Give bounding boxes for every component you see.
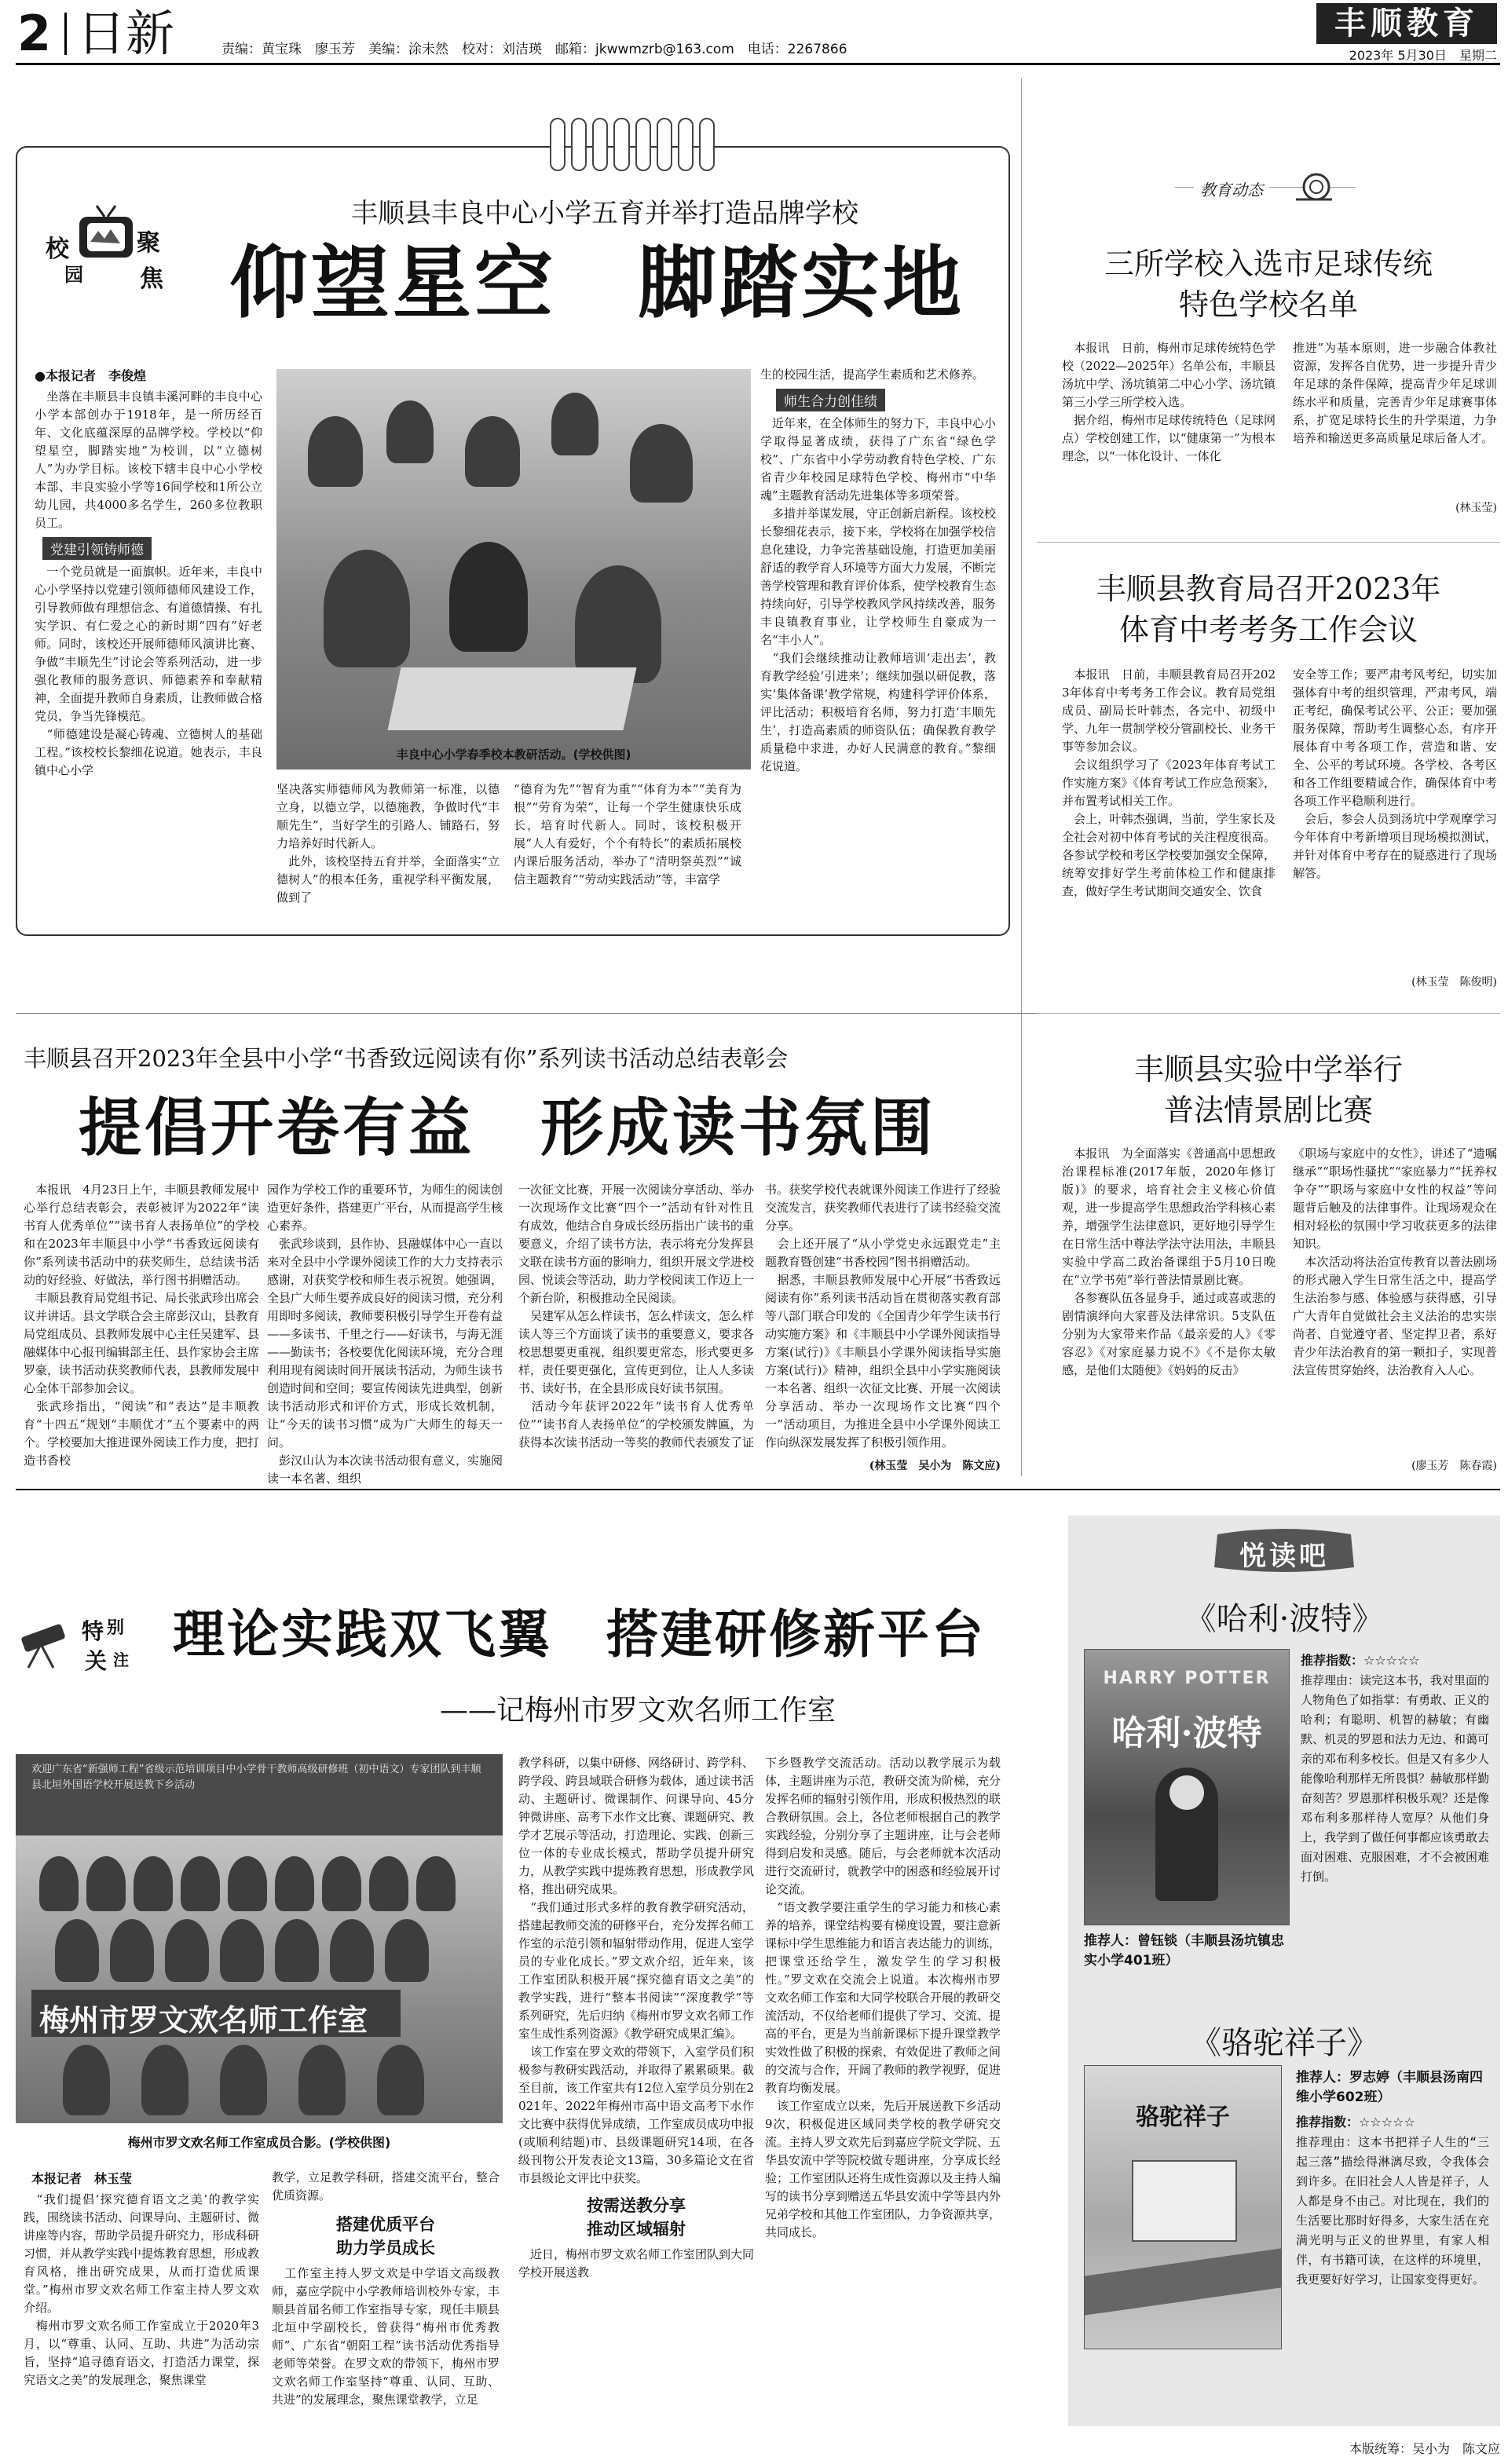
story2-headline: 提倡开卷有益 形成读书氛围 [79,1091,936,1164]
photo-banner: 欢迎广东省“新强师工程”省级示范培训项目中小学骨干教师高级研修班（初中语文）专家团队到丰顺县北垣外国语学校开展送教下乡活动 [31,1764,481,1791]
book1-stars: 推荐指数：☆☆☆☆☆ [1301,1653,1420,1668]
story2-col3: 一次征文比赛，开展一次阅读分享活动、举办一次现场作文比赛“四个一”活动有针对性且有成效，他结合自身成长经历指出广读书的重要意义，介绍了读书方法，表示将充分发挥县文联在读书方面的影响力，组织开展文学进校园、悦读会等活动，助力学校阅读工作迈上一个新台阶，积极推动全民阅读。 吴建军从怎么样读书，怎么样读文，怎么样读人等三个方面谈了读书的重要意义，要求各校思想要更重视，组织要更常态，形式要更多样，责任要更强化，宣传更到位，让人人多读书、读好书，在全县形成良好读书氛围。 活动今年获评2022年“读书育人优秀单位”“读书育人表扬单位”的学校颁发牌匾，为获得本次读书活动一等奖的教师代表颁发了证 [518,1183,755,1450]
story-side3-col1: 本报讯 为全面落实《普通高中思想政治课程标准(2017年版，2020年修订版)》的要求，培育社会主义核心价值观，进一步提高学生思想政治学科核心素养，增强学生法律意识，更好地引导学生在日常生活中尊法学法守法用法，丰顺县实验中学高二政治备课组于5月10日晚在“立学书苑”举行普法情景剧比赛。 各参赛队伍各显身手，通过或喜或悲的剧情演绎向大家普及法律常识。5支队伍分别为大家带来作品《最亲爱的人》《零容忍》《对家庭暴力说不》《不是你太敏感，是他们太随便》《妈妈的反击》 [1062,1146,1276,1377]
story2-col1: 本报讯 4月23日上午，丰顺县教师发展中心举行总结表彰会，表彰被评为2022年“读书育人优秀单位”“读书育人表扬单位”的学校和在2023年丰顺县中小学“书香致远阅读有你”系列读书活动中的获奖师生，总结读书活动的好经验、好做法，举行图书捐赠活动。 丰顺县教育局党组书记、局长张武珍出席会议并讲话。县文学联合会主席彭汉山，县教育局党组成员、县教师发展中心主任吴建军、县融媒体中心报刊编辑部主任、县作家协会主席罗豪，读书活动获奖教师代表，县教师发展中心全体干部参加会议。 张武珍指出，“阅读”和“表达”是丰顺教育“十四五”规划“丰顺优才”五个要素中的两个。学校要加大推进课外阅读工作力度，把打造书香校 [24,1183,260,1468]
subheading-platform: 搭建优质平台 助力学员成长 [336,2215,435,2257]
story1-col1: 坐落在丰顺县丰良镇丰溪河畔的丰良中心小学本部创办于1918年，是一所历经百年、文化底蕴深厚的品牌学校。学校以“仰望星空，脚踏实地”为校训，以“立德树人”为办学目标。该校下辖丰良中心小学校本部、丰良实验小学等16间学校和1所公立幼儿园，共4000多名学生，260多位教职员工。 党建引领铸师德 一个党员就是一面旗帜。近年来，丰良中心小学坚持以党建引领师德师风建设工作，引导教师做有理想信念、有道德情操、有扎实学识、有仁爱之心的新时期“四有”好老师。同时，该校还开展师德师风演讲比赛、争做“丰顺先生”讨论会等系列活动，进一步强化教师的服务意识、师德素养和奉献精神，全面提升教师自身素质，让教师做合格党员，争当先锋模范。 “师德建设是凝心铸魂、立德树人的基础工程。”该校校长黎细花说道。她表示，丰良镇中心小学 [35,389,262,777]
story3-col1: “我们提倡‘探究德育语文之美’的教学实践，围绕读书活动、问课导向、主题研讨、微讲座等内容，帮助学员提升研究力，形成科研习惯，并从教学实践中提炼教育思想，形成教育风格，推出研究成果，从而打造优质课堂。”梅州市罗文欢名师工作室主持人罗文欢介绍。 梅州市罗文欢名师工作室成立于2020年3月，以“尊重、认同、互助、共进”为活动宗旨，坚持“追寻德育语文，打造活力课堂，探究语文之美”的发展理念，聚焦课堂 [24,2192,260,2387]
tear-strip [550,118,715,168]
column-label-campus-focus: 校 园 聚 焦 [39,204,173,306]
reading-corner [1068,1515,1500,2426]
story-side3-headline: 丰顺县实验中学举行 普法情景剧比赛 [1133,1052,1403,1128]
story3-col3: 教学科研，以集中研修、网络研讨、跨学科、跨学段、跨县域联合研修为载体，通过读书活动、主题研讨、微课制作、问课导向、45分钟微讲座、高考下水作文比赛、课题研究、教学才艺展示等活动，打造理论、实践、创新三位一体的专业成长模式，帮助学员提升研究力，从教学实践中提炼教育思想，形成教学风格，推出研究成果。 “我们通过形式多样的教育教学研究活动，搭建起教师交流的研修平台，充分发挥名师工作室的示范引领和辐射带动作用，促进人室学员的专业化成长。”罗文欢介绍，近年来，该工作室团队积极开展“探究德育语文之美”的教学实践，进行“整本书阅读”“深度教学”等系列研究，先后归纳《梅州市罗文欢名师工作室生成性系列资源》《教学研究成果汇编》。 该工作室在罗文欢的带领下，入室学员们积极参与教研实践活动，并取得了累累硕果。截至目前，该工作室共有12位入室学员分别在2021年、2022年梅州市高中语文高考下水作文比赛中获得优异成绩，工作室成员成功申报(或顺利结题)市、县级课题研究14项，在各级刊物公开发表论文13篇，30多篇论文在省市县级论文评比中获奖。 按需送教分享 推动区域辐射 近日，梅州市罗文欢名师工作室团队到大同学校开展送教 [518,1756,755,2279]
section-title: 日新 [77,5,175,62]
staff-line: 责编：黄宝珠 廖玉芳 美编：涂未然 校对：刘洁瑛 邮箱：jkwwmzrb@163.com 电话：2267866 [221,42,847,57]
story-side2-headline: 丰顺县教育局召开2023年 体育中考考务工作会议 [1096,572,1441,647]
story3-photo-caption: 梅州市罗文欢名师工作室成员合影。(学校供图) [127,2135,391,2150]
subheading-outreach: 按需送教分享 推动区域辐射 [587,2196,686,2239]
paper-name: 丰顺教育 [1316,3,1497,44]
story1-byline: ●本报记者 李俊煌 [35,368,146,383]
story-side3-col2: 《职场与家庭中的女性》，讲述了“遗嘱继承”“职场性骚扰”“家庭暴力”“抚养权争夺”“职场与家庭中女性的权益”等问题背后触及的法律事件。让现场观众在相对轻松的氛围中学习收获更多的法律知识。 本次活动将法治宣传教育以普法剧场的形式融入学生日常生活之中，提高学生法治参与感、体验感与获得感，引导广大青年自觉做社会主义法治的忠实崇尚者、自觉遵守者、坚定捍卫者，系好青少年法治教育的第一颗扣子，实现普法宣传贯穿始终，法治教育入人心。 [1293,1146,1497,1377]
page-footer: 本版统筹：吴小为 陈文应 [1349,2441,1500,2456]
story3-subhead: ——记梅州市罗文欢名师工作室 [440,1694,836,1727]
story2-col4: 书。获奖学校代表就课外阅读工作进行了经验交流发言，获奖教师代表进行了读书经验交流分享。 会上还开展了“从小学党史永远跟党走”主题教育暨创建“书香校园”图书捐赠活动。 据悉，丰顺县教师发展中心开展“书香致远阅读有你”系列读书活动旨在贯彻落实教育部等八部门联合印发的《全国青少年学生读书行动实施方案》和《丰顺县中小学课外阅读指导方案(试行)》《丰顺县小学课外阅读指导实施方案(试行)》精神，组织全县中小学实施阅读一本名著、组织一次征文比赛、开展一次阅读分享活动、举办一次现场作文比赛“四个一”活动项目，为推进全县中小学课外阅读工作向纵深发展发挥了积极引领作用。 [765,1183,1001,1450]
story1-photo [276,369,751,770]
book2-recommender: 推荐人：罗志婷（丰顺县汤南四维小学602班） [1296,2070,1483,2105]
book2-stars: 推荐指数：☆☆☆☆☆ [1296,2115,1415,2129]
story3-byline: 本报记者 林玉莹 [31,2171,133,2186]
story-side1-headline: 三所学校入选市足球传统 特色学校名单 [1104,247,1433,322]
story1-col3: “德育为先”“智育为重”“体育为本”“美育为根”“劳育为荣”，让每一个学生健康快乐成长，培育时代新人。同时，该校积极开展“人人有爱好，个个有特长”的素质拓展校内课后服务活动，举办了“清明祭英烈”“诚信主题教育”“劳动实践活动”等，丰富学 [514,782,741,887]
story3-headline: 理论实践双飞翼 搭建研修新平台 [173,1603,986,1665]
story1-photo-caption: 丰良中心小学春季校本教研活动。(学校供图) [396,748,631,762]
issue-date: 2023年 5月30日 星期二 [1349,48,1497,63]
book1-cover: HARRY POTTER 哈利·波特 [1084,1649,1290,1925]
masthead-rule [16,63,1500,65]
book1-title: 《哈利·波特》 [1184,1601,1384,1637]
story-side1-col1: 本报讯 日前，梅州市足球传统特色学校（2022—2025年）名单公布，丰顺县汤坑中学、汤坑镇第二中心小学、汤坑镇第三小学三所学校入选。 据介绍，梅州市足球传统特色（足球网点）学校创建工作，以“健康第一”为根本理念，以“一体化设计、一体化 [1062,341,1276,463]
page-number: 2 [17,5,52,62]
story2-col2: 园作为学校工作的重要环节，为师生的阅读创造更好条件，搭建更广平台，从而提高学生核心素养。 张武珍谈到，县作协、县融媒体中心一直以来对全县中小学课外阅读工作的大力支持表示感谢，对获奖学校和师生表示祝贺。她强调，全县广大师生要养成良好的阅读习惯，充分利用即时多阅读，教师要积极引导学生开卷有益——多读书、千里之行——好读书，与海无涯——勤读书；各校要优化阅读环境，充分合理利用现有阅读时间开展读书活动，为师生读书创造时间和空间；要宣传阅读先进典型，创新读书活动形式和评价方式，形成长效机制，让“今天的读书习惯”成为广大师生的每天一问。 彭汉山认为本次读书活动很有意义，实施阅读一本名著、组织 [267,1183,503,1486]
story2-kicker: 丰顺县召开2023年全县中小学“书香致远阅读有你”系列读书活动总结表彰会 [24,1045,789,1072]
book1-reason: 推荐理由：读完这本书，我对里面的人物角色了如指掌：有勇敢、正义的哈利；有聪明、机智的赫敏；有幽默、机灵的罗恩和法力无边、和蔼可亲的邓布利多校长。但是又有多少人能像哈利那样无所畏惧？赫敏那样勤奋刻苦？罗恩那样积极乐观？还是像邓布利多那样待人宽厚？从他们身上，我学到了做任何事都应该勇敢去面对困难、克服困难，才不会被困难打倒。 [1301,1673,1490,1884]
book2-title: 《骆驼祥子》 [1190,2025,1378,2061]
education-news-label: 教育动态 [1175,173,1356,212]
telescope-icon [16,1616,79,1671]
story1-col4: 生的校园生活，提高学生素质和艺术修养。 师生合力创佳绩 近年来，在全体师生的努力下，丰良中心小学取得显著成绩，获得了广东省“绿色学校”、广东省中小学劳动教育特色学校、广东省青少年校园足球特色学校、梅州市“中华魂”主题教育活动先进集体等多项荣誉。 多措并举谋发展，守正创新启新程。该校校长黎细花表示，接下来，学校将在加强学校信息化建设，力争完善基础设施，打造更加美丽舒适的教学育人环境等方面大力发展，不断完善学校管理和教育评价体系，使学校教育生态持续向好，引导学校教风学风持续改善，服务丰良镇教育事业，让学校师生自豪成为一名“丰小人”。 “我们会继续推动让教师培训‘走出去’，教育教学经验‘引进来’；继续加强以研促教，落实‘集体备课’教学常规，构建科学评价体系，评比活动；积极培育名师，努力打造‘丰顺先生’，打造高素质的师资队伍；确保教育教学质量稳中求进，办好人民满意的教育。”黎细花说道。 [760,367,997,773]
story2-credit: (林玉莹 吴小为 陈文应) [869,1460,1001,1472]
book1-recommender: 推荐人：曾钰锬（丰顺县汤坑镇忠实小学401班） [1084,1933,1284,1969]
book2-cover: 骆驼祥子 [1084,2065,1282,2349]
tv-icon [75,204,137,264]
story-side3-credit: (廖玉芳 陈春霞) [1411,1460,1497,1472]
story-side2-col2: 安全等工作；要严肃考风考纪，切实加强体育中考的组织管理，严肃考风，端正考纪，确保考试公平、公正；要加强服务保障，帮助考生调整心态，有序开展体育中考各项工作，营造和谐、安全、公平的考试环境。各学校、各考区和各工作组要精诚合作，确保体育中考各项工作平稳顺利进行。 会后，参会人员到汤坑中学观摩学习今年体育中考新增项目现场模拟测试，并针对体育中考存在的疑惑进行了现场解答。 [1293,667,1497,880]
subheading-teachers-students: 师生合力创佳绩 [776,389,885,411]
story3-col4: 下乡暨教学交流活动。活动以教学展示为载体，主题讲座为示范，教研交流为阶梯，充分发挥名师的辐射引领作用，形成积极热烈的联合教研氛围。会上，各位老师根据自己的教学实践经验，分别分享了主题讲座，让与会老师得到启发和灵感。随后，与会老师就本次活动进行交流研讨，就教学中的困惑和经验展开讨论交流。 “语文教学要注重学生的学习能力和核心素养的培养，课堂结构要有梯度设置，要注意新课标中学生思维能力和语言表达能力的训练，把课堂还给学生，激发学生的学习积极性。”罗文欢在交流会上说道。本次梅州市罗文欢名师工作室和大同学校联合开展的教研交流活动，不仅给老师们提供了学习、交流、提高的平台，更是为当前新课标下提升课堂教学实效性做了积极的探索，有效促进了教师之间的交流与合作，开阔了教师的教学视野，促进教育均衡发展。 该工作室成立以来，先后开展送教下乡活动9次，积极促进区域同类学校的教学研究交流。主持人罗文欢先后到嘉应学院文学院、五华县安流中学等院校做专题讲座，分享成长经验；工作室团队还将生成性资源以及主持人编写的读书分享到赠送五华县安流中学等县内外兄弟学校和其他工作室团队，力争资源共享，共同成长。 [765,1756,1001,2239]
book2-reason: 推荐理由：这本书把祥子人生的“三起三落”描绘得淋漓尽致，令我体会到许多。在旧社会人人皆是祥子，人人都是身不由己。对比现在，我们的生活要比那时好得多，大家生活在充满光明与正义的世界里，有家人相伴，有书籍可读，在这样的环境里，我更要好好学习，让国家变得更好。 [1296,2135,1489,2287]
story-side1-credit: (林玉莹) [1455,502,1497,514]
subheading-party-building: 党建引领铸师德 [42,537,152,560]
snail-icon [1293,170,1335,201]
story-side1-col2: 推进”为基本原则，进一步融合体教社资源，发挥各自优势，进一步提升青少年足球的条件保障，提高青少年足球训练水平和质量，完善青少年足球赛事体系，扩宽足球特长生的升学渠道，力争培养和输送更多高质量足球后备人才。 [1293,341,1497,445]
photo-banner-label: 梅州市罗文欢名师工作室 [39,2003,368,2038]
story1-kicker: 丰顺县丰良中心小学五育并举打造品牌学校 [351,198,858,229]
story1-col2: 坚决落实师德师风为教师第一标准，以德立身，以德立学，以德施教，争做时代“丰顺先生”，当好学生的引路人、铺路石，努力培养好时代新人。 此外，该校坚持五育并举，全面落实“立德树人”的根本任务，重视学科平衡发展，做到了 [276,782,500,905]
story-side2-credit: (林玉莹 陈俊明) [1411,976,1497,989]
masthead [0,0,1508,63]
reading-corner-title: 悦读吧 [1210,1528,1359,1574]
story-side2-col1: 本报讯 日前，丰顺县教育局召开2023年体育中考考务工作会议。教育局党组成员、副局长叶韩杰，各完中、初级中学、九年一贯制学校分管副校长、业务干事等参加会议。 会议组织学习了《2023年体育考试工作实施方案》《体育考试工作应急预案》，并布置考试相关工作。 会上，叶韩杰强调，当前，学生家长及全社会对初中体育考试的关注程度很高。各参试学校和考区学校要加强安全保障，统筹安排好学生考前体检工作和健康排查，做好学生考试期间交通安全、饮食 [1062,667,1276,898]
story1-headline: 仰望星空 脚踏实地 [229,236,964,329]
story3-col2: 教学，立足教学科研，搭建交流平台，整合优质资源。 搭建优质平台 助力学员成长 工作室主持人罗文欢是中学语文高级教师，嘉应学院中小学教师培训校外专家，丰顺县首届名师工作室指导专家，现任丰顺县北垣中学副校长，曾获得“梅州市优秀教师”、广东省“朝阳工程”读书活动优秀指导老师等荣誉。在罗文欢的带领下，梅州市罗文欢名师工作室坚持“尊重、认同、互助、共进”的发展理念，聚焦课堂教学，立足 [272,2170,500,2407]
story3-photo [16,1754,503,2123]
column-label-special-focus: 特 别 关 注 [16,1610,157,1680]
